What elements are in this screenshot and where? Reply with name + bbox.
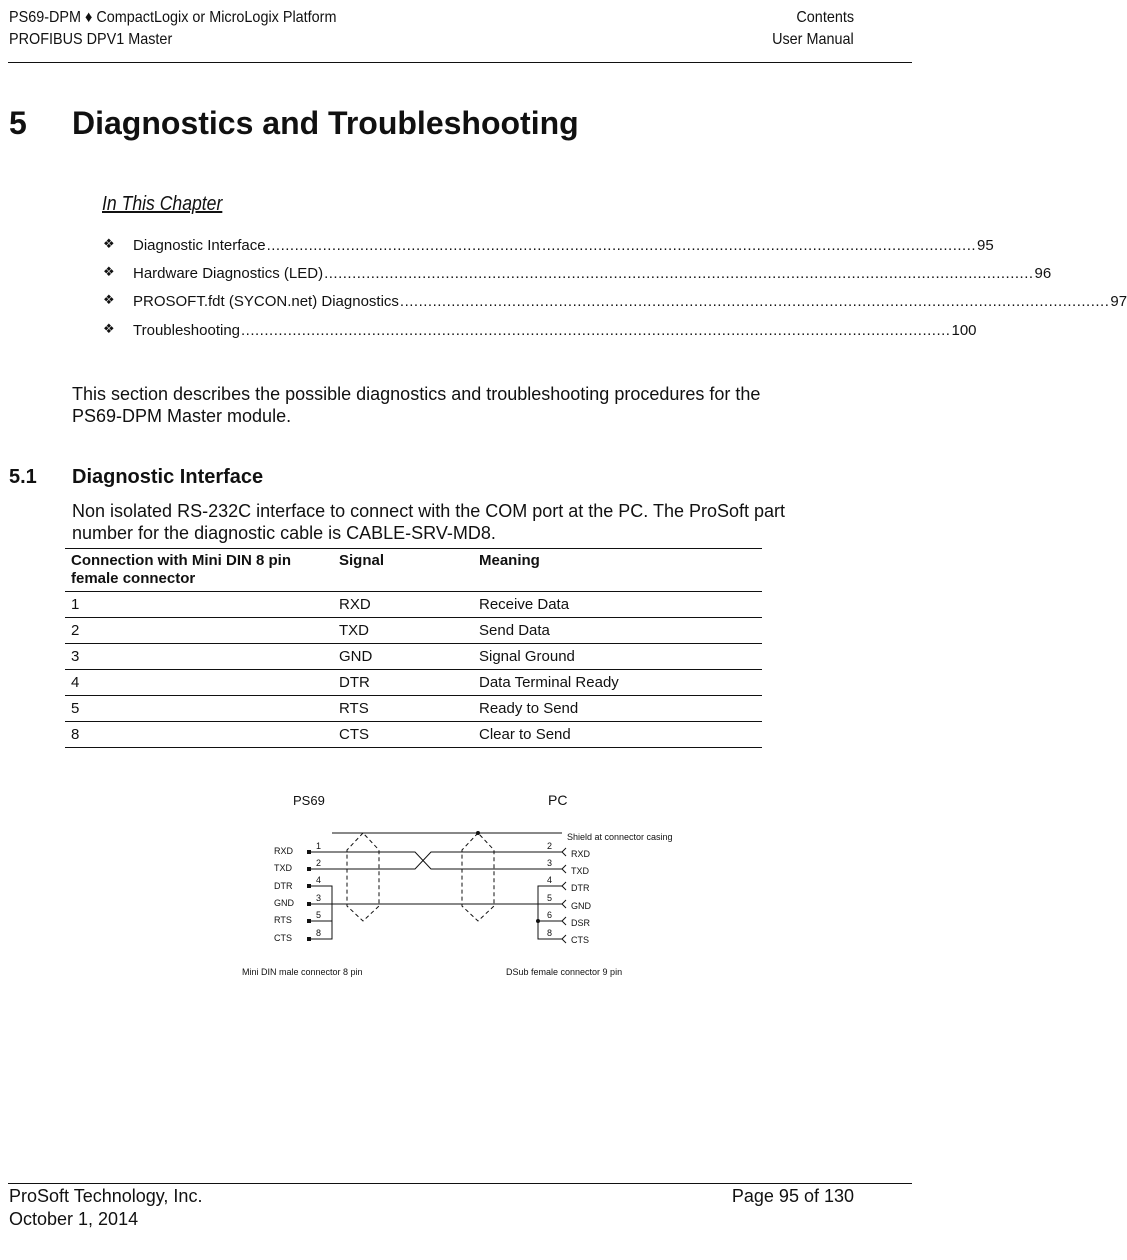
footer-rule xyxy=(8,1183,912,1184)
left-pin-number: 8 xyxy=(316,928,322,938)
table-row xyxy=(65,670,762,696)
meaning-cell: Ready to Send xyxy=(473,696,762,722)
toc-item-page: 97 xyxy=(1110,293,1127,310)
toc-item[interactable] xyxy=(103,265,1052,285)
diamond-bullet-icon: ❖ xyxy=(103,293,115,308)
right-pin-number: 2 xyxy=(547,841,553,851)
column-header-meaning: Meaning xyxy=(473,549,762,592)
left-signal-label: CTS xyxy=(274,933,292,943)
diamond-bullet-icon: ❖ xyxy=(103,322,115,337)
left-pin-number: 2 xyxy=(316,858,322,868)
right-pin-number: 3 xyxy=(547,858,553,868)
footer-page-number: Page 95 of 130 xyxy=(731,1186,854,1206)
left-pin-number: 5 xyxy=(316,910,322,920)
toc-item[interactable] xyxy=(103,237,994,257)
toc-leader-dots: ........................................................................................................................................................ xyxy=(399,293,1110,310)
left-signal-label: DTR xyxy=(274,881,293,891)
right-signal-label: DSR xyxy=(571,918,591,928)
toc-item[interactable] xyxy=(103,322,977,342)
signal-cell: GND xyxy=(333,644,473,670)
chapter-number: 5 xyxy=(9,105,27,141)
toc-item-title: Diagnostic Interface xyxy=(133,237,266,254)
table-header-row xyxy=(65,549,762,592)
right-pin-number: 4 xyxy=(547,875,553,885)
toc-item[interactable] xyxy=(103,293,1127,313)
table-row xyxy=(65,618,762,644)
footer-date: October 1, 2014 xyxy=(9,1209,139,1229)
toc-item-title: PROSOFT.fdt (SYCON.net) Diagnostics xyxy=(133,293,399,310)
table-row xyxy=(65,722,762,748)
wire-rxd-to-txd xyxy=(308,852,562,869)
signal-cell: TXD xyxy=(333,618,473,644)
shield-junction-dot xyxy=(476,831,480,835)
left-signal-label: RTS xyxy=(274,915,292,925)
connector-shell-left xyxy=(347,833,379,921)
meaning-cell: Signal Ground xyxy=(473,644,762,670)
signal-cell: RTS xyxy=(333,696,473,722)
signal-cell: CTS xyxy=(333,722,473,748)
diagram-left-title: PS69 xyxy=(293,793,325,808)
signal-cell: RXD xyxy=(333,592,473,618)
left-pin-number: 3 xyxy=(316,893,322,903)
intro-line: PS69-DPM Master module. xyxy=(72,406,292,426)
chapter-title: Diagnostics and Troubleshooting xyxy=(72,105,579,141)
cable-wiring-diagram xyxy=(235,785,695,985)
left-signal-label: RXD xyxy=(274,846,294,856)
column-header-connection: Connection with Mini DIN 8 pin female connector xyxy=(65,549,333,592)
right-signal-label: GND xyxy=(571,901,591,911)
toc-item-page: 100 xyxy=(951,322,977,339)
footer-company: ProSoft Technology, Inc. xyxy=(9,1186,203,1206)
right-pin-number: 6 xyxy=(547,910,553,920)
header-section-label: Contents xyxy=(796,9,854,26)
section-line: number for the diagnostic cable is CABLE-SRV-MD8. xyxy=(72,523,496,543)
signal-cell: DTR xyxy=(333,670,473,696)
wire-txd-to-rxd xyxy=(308,852,562,869)
pin-cell: 2 xyxy=(65,618,333,644)
intro-paragraph xyxy=(72,383,760,427)
section-line: Non isolated RS-232C interface to connect with the COM port at the PC. The ProSoft part xyxy=(72,501,786,521)
intro-line: This section describes the possible diagnostics and troubleshooting procedures for the xyxy=(72,384,761,404)
header-product-line: PS69-DPM ♦ CompactLogix or MicroLogix Platform xyxy=(9,9,337,26)
table-row xyxy=(65,592,762,618)
meaning-cell: Data Terminal Ready xyxy=(473,670,762,696)
pin-assignment-table xyxy=(65,548,762,748)
section-paragraph xyxy=(72,500,785,544)
toc-heading: In This Chapter xyxy=(102,193,223,215)
meaning-cell: Clear to Send xyxy=(473,722,762,748)
right-pin-number: 8 xyxy=(547,928,553,938)
header-subtitle: PROFIBUS DPV1 Master xyxy=(9,31,173,48)
toc-leader-dots: ........................................................................................................................................................ xyxy=(241,322,951,339)
right-signal-label: TXD xyxy=(571,866,589,876)
table-row xyxy=(65,696,762,722)
table-row xyxy=(65,644,762,670)
pin-cell: 8 xyxy=(65,722,333,748)
shield-label: Shield at connector casing xyxy=(567,832,673,842)
diamond-bullet-icon: ❖ xyxy=(103,265,115,280)
meaning-cell: Receive Data xyxy=(473,592,762,618)
diamond-bullet-icon: ❖ xyxy=(103,237,115,252)
toc-item-page: 95 xyxy=(977,237,994,254)
left-pin-number: 1 xyxy=(316,841,322,851)
left-connector-caption: Mini DIN male connector 8 pin xyxy=(242,967,363,977)
pin-cell: 1 xyxy=(65,592,333,618)
toc-leader-dots: ........................................................................................................................................................ xyxy=(324,265,1034,282)
toc-item-title: Hardware Diagnostics (LED) xyxy=(133,265,324,282)
right-signal-label: DTR xyxy=(571,883,590,893)
pin-cell: 4 xyxy=(65,670,333,696)
right-signal-label: RXD xyxy=(571,849,591,859)
meaning-cell: Send Data xyxy=(473,618,762,644)
column-header-signal: Signal xyxy=(333,549,473,592)
right-pin-number: 5 xyxy=(547,893,553,903)
left-pin-number: 4 xyxy=(316,875,322,885)
right-junction-dot xyxy=(536,919,540,923)
left-signal-label: GND xyxy=(274,898,294,908)
diagram-right-title: PC xyxy=(548,792,568,808)
toc-item-page: 96 xyxy=(1034,265,1052,282)
right-signal-label: CTS xyxy=(571,935,589,945)
toc-leader-dots: ........................................................................................................................................................ xyxy=(266,237,977,254)
header-doc-type: User Manual xyxy=(772,31,854,48)
right-connector-caption: DSub female connector 9 pin xyxy=(506,967,623,977)
section-number: 5.1 xyxy=(9,466,37,488)
left-signal-label: TXD xyxy=(274,863,292,873)
connector-shell-right xyxy=(462,833,494,921)
section-title: Diagnostic Interface xyxy=(72,466,264,488)
header-rule xyxy=(8,62,912,63)
toc-item-title: Troubleshooting xyxy=(133,322,241,339)
pin-cell: 5 xyxy=(65,696,333,722)
pin-cell: 3 xyxy=(65,644,333,670)
